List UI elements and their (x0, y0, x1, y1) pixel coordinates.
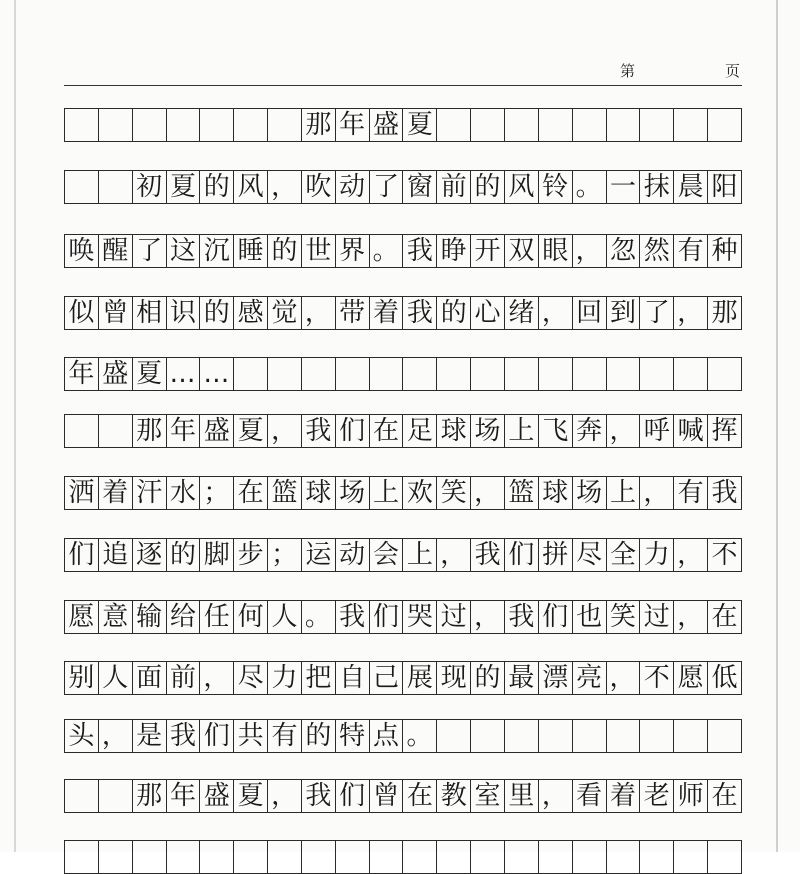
grid-cell: 夏 (167, 171, 201, 203)
grid-cell: 们 (336, 780, 370, 812)
grid-cell: 上 (370, 477, 404, 509)
grid-cell: 老 (640, 780, 674, 812)
grid-cell (302, 358, 336, 390)
grid-cell: 夏 (234, 415, 268, 447)
paper-left-edge (14, 0, 16, 852)
grid-cell: 洒 (65, 477, 99, 509)
grid-cell: 球 (437, 415, 471, 447)
grid-cell (539, 358, 573, 390)
grid-cell: 们 (539, 601, 573, 633)
grid-cell: 们 (200, 720, 234, 752)
grid-cell (437, 109, 471, 141)
grid-cell: 尽 (234, 662, 268, 694)
grid-cell: ， (607, 662, 641, 694)
grid-cell (268, 109, 302, 141)
grid-cell: 在 (403, 780, 437, 812)
grid-cell: 人 (99, 662, 133, 694)
grid-cell: 奔 (573, 415, 607, 447)
grid-cell: 开 (471, 235, 505, 267)
grid-cell: 汗 (133, 477, 167, 509)
grid-cell: 把 (302, 662, 336, 694)
grid-cell (640, 720, 674, 752)
grid-cell: 步 (234, 539, 268, 571)
grid-cell: 前 (437, 171, 471, 203)
grid-cell (99, 171, 133, 203)
grid-cell: 的 (471, 171, 505, 203)
grid-cell: 球 (539, 477, 573, 509)
grid-cell (573, 109, 607, 141)
grid-cell: 低 (708, 662, 742, 694)
grid-cell: 我 (471, 539, 505, 571)
grid-cell: ， (674, 539, 708, 571)
grid-cell: 喊 (674, 415, 708, 447)
grid-cell: 亮 (573, 662, 607, 694)
grid-cell: 眼 (539, 235, 573, 267)
grid-cell (539, 720, 573, 752)
grid-cell: 共 (234, 720, 268, 752)
grid-cell (573, 841, 607, 873)
grid-cell: 醒 (99, 235, 133, 267)
grid-cell: ， (471, 477, 505, 509)
grid-cell: 动 (336, 539, 370, 571)
grid-cell (200, 109, 234, 141)
grid-cell: 漂 (539, 662, 573, 694)
grid-cell: 着 (607, 780, 641, 812)
grid-row (64, 840, 742, 874)
grid-cell (607, 841, 641, 873)
grid-cell (505, 109, 539, 141)
grid-cell: 动 (336, 171, 370, 203)
grid-cell: 那 (708, 297, 742, 329)
grid-row (64, 538, 742, 572)
grid-cell: 的 (200, 171, 234, 203)
grid-cell: 点 (370, 720, 404, 752)
grid-cell: 头 (65, 720, 99, 752)
grid-cell: ， (674, 297, 708, 329)
grid-cell (708, 109, 742, 141)
grid-cell: 场 (573, 477, 607, 509)
grid-cell: 那 (302, 109, 336, 141)
grid-cell: 里 (505, 780, 539, 812)
grid-cell (167, 841, 201, 873)
grid-cell: 给 (167, 601, 201, 633)
grid-cell: 上 (505, 415, 539, 447)
grid-cell: 我 (167, 720, 201, 752)
grid-cell (99, 841, 133, 873)
grid-row (64, 719, 742, 753)
grid-cell: 力 (268, 662, 302, 694)
grid-cell: 的 (167, 539, 201, 571)
grid-cell: 尽 (573, 539, 607, 571)
grid-cell: 足 (403, 415, 437, 447)
grid-cell: ， (99, 720, 133, 752)
grid-cell: 相 (133, 297, 167, 329)
grid-cell (234, 358, 268, 390)
grid-cell: 在 (708, 601, 742, 633)
grid-cell (539, 109, 573, 141)
grid-cell: 哭 (403, 601, 437, 633)
grid-cell: ， (268, 780, 302, 812)
grid-cell: 盛 (99, 358, 133, 390)
header-rule (64, 85, 742, 86)
grid-cell (607, 109, 641, 141)
grid-cell: 人 (268, 601, 302, 633)
grid-cell: 篮 (268, 477, 302, 509)
grid-cell (437, 720, 471, 752)
grid-cell: 面 (133, 662, 167, 694)
grid-cell: 。 (302, 601, 336, 633)
grid-cell: 风 (234, 171, 268, 203)
grid-cell (607, 720, 641, 752)
grid-cell (370, 358, 404, 390)
grid-cell: 欢 (403, 477, 437, 509)
grid-cell (573, 720, 607, 752)
page-number-label (620, 60, 740, 82)
grid-cell: ； (268, 539, 302, 571)
grid-cell: ； (200, 477, 234, 509)
grid-cell: 拼 (539, 539, 573, 571)
grid-cell (167, 109, 201, 141)
title-row (64, 108, 742, 142)
grid-cell: 吹 (302, 171, 336, 203)
grid-cell: 不 (640, 662, 674, 694)
grid-cell (234, 109, 268, 141)
grid-cell (471, 841, 505, 873)
grid-row (64, 170, 742, 204)
grid-cell (65, 171, 99, 203)
grid-cell: 追 (99, 539, 133, 571)
grid-cell: 挥 (708, 415, 742, 447)
grid-cell (674, 109, 708, 141)
grid-cell (573, 358, 607, 390)
grid-cell: 球 (302, 477, 336, 509)
grid-cell (674, 720, 708, 752)
grid-row (64, 414, 742, 448)
grid-cell (403, 841, 437, 873)
grid-cell (674, 358, 708, 390)
grid-row (64, 779, 742, 813)
grid-cell: 忽 (607, 235, 641, 267)
grid-cell: 看 (573, 780, 607, 812)
grid-cell: 展 (403, 662, 437, 694)
grid-cell: 在 (370, 415, 404, 447)
grid-row (64, 296, 742, 330)
grid-cell: 最 (505, 662, 539, 694)
grid-cell: 我 (336, 601, 370, 633)
grid-cell: 窗 (403, 171, 437, 203)
grid-cell: 别 (65, 662, 99, 694)
grid-cell: ， (437, 539, 471, 571)
grid-cell (640, 109, 674, 141)
grid-cell: 教 (437, 780, 471, 812)
grid-cell: 那 (133, 780, 167, 812)
grid-cell: 们 (65, 539, 99, 571)
grid-cell: 年 (336, 109, 370, 141)
grid-cell: 会 (370, 539, 404, 571)
grid-cell: 飞 (539, 415, 573, 447)
grid-cell: 曾 (99, 297, 133, 329)
grid-cell: 过 (640, 601, 674, 633)
grid-cell: 现 (437, 662, 471, 694)
grid-cell: ， (471, 601, 505, 633)
grid-cell: 年 (167, 415, 201, 447)
grid-cell: 篮 (505, 477, 539, 509)
grid-cell: 了 (133, 235, 167, 267)
grid-cell: 世 (302, 235, 336, 267)
grid-cell: 的 (471, 662, 505, 694)
grid-cell: 的 (302, 720, 336, 752)
grid-cell: 。 (573, 171, 607, 203)
grid-cell: 们 (505, 539, 539, 571)
grid-cell: 呼 (640, 415, 674, 447)
grid-cell: 特 (336, 720, 370, 752)
grid-row (64, 234, 742, 268)
grid-cell: 年 (167, 780, 201, 812)
grid-cell: ， (268, 415, 302, 447)
grid-row (64, 476, 742, 510)
grid-cell: 们 (336, 415, 370, 447)
grid-cell: 带 (336, 297, 370, 329)
grid-cell: 年 (65, 358, 99, 390)
grid-cell: 抹 (640, 171, 674, 203)
grid-cell (471, 720, 505, 752)
grid-row (64, 600, 742, 634)
grid-cell (640, 358, 674, 390)
grid-cell: 觉 (268, 297, 302, 329)
grid-cell (99, 780, 133, 812)
grid-cell: 识 (167, 297, 201, 329)
grid-cell: 全 (607, 539, 641, 571)
grid-cell: 室 (471, 780, 505, 812)
grid-cell: 了 (640, 297, 674, 329)
grid-cell: ， (640, 477, 674, 509)
grid-cell: 盛 (200, 780, 234, 812)
grid-cell: 。 (370, 235, 404, 267)
grid-cell: 笑 (607, 601, 641, 633)
grid-cell: ， (302, 297, 336, 329)
grid-cell: 意 (99, 601, 133, 633)
grid-cell (268, 841, 302, 873)
grid-cell: ， (539, 297, 573, 329)
grid-cell: 盛 (370, 109, 404, 141)
grid-cell: 夏 (234, 780, 268, 812)
grid-cell (505, 358, 539, 390)
grid-cell: 笑 (437, 477, 471, 509)
grid-cell (403, 358, 437, 390)
grid-cell: ， (607, 415, 641, 447)
grid-cell: 回 (573, 297, 607, 329)
grid-cell: 着 (99, 477, 133, 509)
grid-cell (65, 415, 99, 447)
grid-cell: 运 (302, 539, 336, 571)
grid-cell: 着 (370, 297, 404, 329)
grid-cell: 我 (302, 415, 336, 447)
grid-cell: 我 (403, 297, 437, 329)
grid-cell (336, 841, 370, 873)
grid-cell: 的 (437, 297, 471, 329)
grid-cell: 似 (65, 297, 99, 329)
grid-cell: 过 (437, 601, 471, 633)
grid-cell (708, 720, 742, 752)
grid-cell (302, 841, 336, 873)
grid-cell: 场 (336, 477, 370, 509)
grid-cell (65, 780, 99, 812)
grid-cell: 有 (268, 720, 302, 752)
grid-cell (471, 109, 505, 141)
grid-cell (437, 841, 471, 873)
grid-cell: 晨 (674, 171, 708, 203)
page-label-suffix: 页 (724, 62, 740, 80)
grid-cell: 上 (403, 539, 437, 571)
grid-cell (268, 358, 302, 390)
grid-cell: 自 (336, 662, 370, 694)
grid-cell: 夏 (403, 109, 437, 141)
grid-cell: 输 (133, 601, 167, 633)
grid-cell: ， (200, 662, 234, 694)
grid-cell: 界 (336, 235, 370, 267)
grid-cell (336, 358, 370, 390)
grid-cell: 愿 (65, 601, 99, 633)
grid-cell: 阳 (708, 171, 742, 203)
grid-cell: 任 (200, 601, 234, 633)
grid-cell: 那 (133, 415, 167, 447)
grid-cell: 师 (674, 780, 708, 812)
grid-cell: 何 (234, 601, 268, 633)
grid-cell: ， (268, 171, 302, 203)
grid-cell (708, 358, 742, 390)
grid-cell: 的 (268, 235, 302, 267)
grid-cell: 我 (505, 601, 539, 633)
grid-cell (471, 358, 505, 390)
grid-cell: 场 (471, 415, 505, 447)
grid-cell: 逐 (133, 539, 167, 571)
grid-cell: 夏 (133, 358, 167, 390)
grid-cell: 种 (708, 235, 742, 267)
grid-cell: 的 (200, 297, 234, 329)
grid-cell (234, 841, 268, 873)
grid-cell (674, 841, 708, 873)
grid-cell (607, 358, 641, 390)
grid-cell: 前 (167, 662, 201, 694)
grid-cell (640, 841, 674, 873)
grid-cell: 有 (674, 477, 708, 509)
grid-cell: 然 (640, 235, 674, 267)
grid-cell: 是 (133, 720, 167, 752)
grid-cell (539, 841, 573, 873)
grid-cell: 不 (708, 539, 742, 571)
grid-cell: 风 (505, 171, 539, 203)
grid-cell: 己 (370, 662, 404, 694)
grid-cell: 到 (607, 297, 641, 329)
grid-cell: 这 (167, 235, 201, 267)
grid-cell (65, 109, 99, 141)
grid-cell: … (167, 358, 201, 390)
grid-cell: 们 (370, 601, 404, 633)
grid-cell: 脚 (200, 539, 234, 571)
grid-cell (133, 109, 167, 141)
paper-right-edge (776, 0, 778, 852)
grid-cell (99, 415, 133, 447)
grid-cell (133, 841, 167, 873)
grid-cell (99, 109, 133, 141)
grid-cell: 初 (133, 171, 167, 203)
grid-cell: 感 (234, 297, 268, 329)
grid-cell (437, 358, 471, 390)
grid-cell: 睡 (234, 235, 268, 267)
grid-cell: 一 (607, 171, 641, 203)
grid-cell (505, 841, 539, 873)
grid-cell: 绪 (505, 297, 539, 329)
page-label-prefix: 第 (620, 62, 636, 80)
grid-row (64, 661, 742, 695)
grid-cell: 曾 (370, 780, 404, 812)
grid-cell: ， (539, 780, 573, 812)
grid-cell (708, 841, 742, 873)
grid-cell: 水 (167, 477, 201, 509)
grid-cell (65, 841, 99, 873)
grid-cell: 上 (607, 477, 641, 509)
grid-cell: 力 (640, 539, 674, 571)
grid-cell: 双 (505, 235, 539, 267)
grid-row (64, 357, 742, 391)
grid-cell: 我 (403, 235, 437, 267)
grid-cell: 了 (370, 171, 404, 203)
grid-cell: 心 (471, 297, 505, 329)
grid-cell (370, 841, 404, 873)
grid-cell: 在 (234, 477, 268, 509)
grid-cell: 睁 (437, 235, 471, 267)
grid-cell: 铃 (539, 171, 573, 203)
grid-cell: 盛 (200, 415, 234, 447)
grid-cell: 我 (708, 477, 742, 509)
grid-cell: ， (674, 601, 708, 633)
grid-cell: 在 (708, 780, 742, 812)
grid-cell: 唤 (65, 235, 99, 267)
grid-cell: 。 (403, 720, 437, 752)
grid-cell: 也 (573, 601, 607, 633)
grid-cell (200, 841, 234, 873)
grid-cell: 沉 (200, 235, 234, 267)
grid-cell: 我 (302, 780, 336, 812)
grid-cell: … (200, 358, 234, 390)
grid-cell (505, 720, 539, 752)
grid-cell: 愿 (674, 662, 708, 694)
grid-cell: ， (573, 235, 607, 267)
grid-cell: 有 (674, 235, 708, 267)
